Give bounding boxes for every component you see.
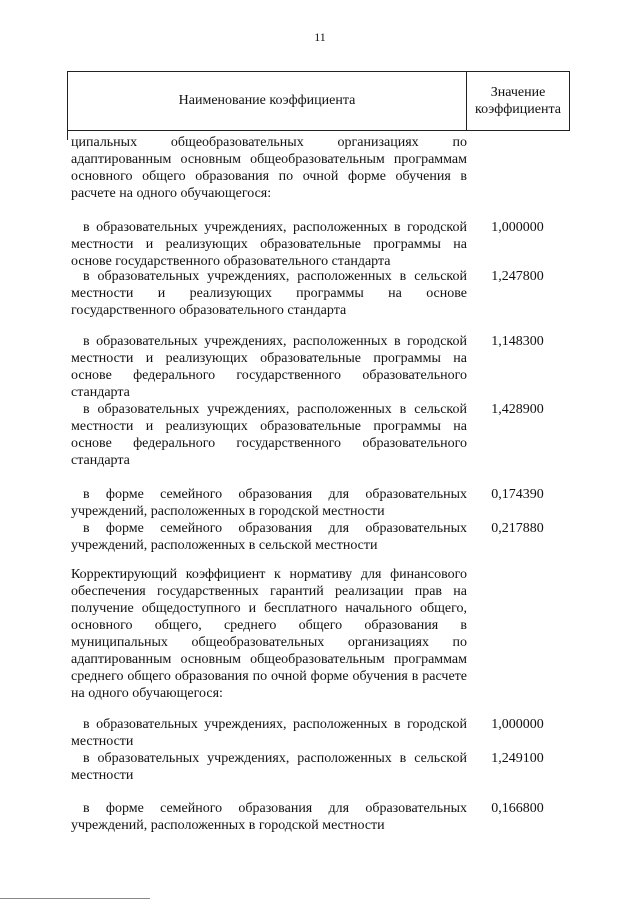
row-text: в образовательных учреждениях, расположенных в городской местности и реализующих образовательные программы на основе государственного образовательного стандарта <box>71 220 467 269</box>
column-header-value <box>467 72 569 130</box>
column-header-value-line1: Значение <box>490 85 546 100</box>
row-value: 0,174390 <box>491 487 544 502</box>
row-value: 1,000000 <box>491 717 544 732</box>
page-number: 11 <box>314 30 326 44</box>
intro-continuation: ципальных общеобразовательных организациях по адаптированным основным общеобразовательным программам основного общего образования по очной форме обучения в расчете на одного обучающегося: <box>71 135 467 201</box>
column-header-value-line2: коэффициента <box>475 102 561 117</box>
row-text: в образовательных учреждениях, расположенных в сельской местности и реализующих образовательные программы на основе федерального государственного образовательного стандарта <box>71 402 467 468</box>
scan-edge-line <box>0 898 150 899</box>
row-value: 1,428900 <box>491 402 544 417</box>
row-text: в образовательных учреждениях, расположенных в сельской местности и реализующих программы на основе государственного образовательного стандарта <box>71 269 467 318</box>
table-left-border <box>67 130 68 140</box>
row-value: 1,249100 <box>491 751 544 766</box>
row-value: 0,217880 <box>491 521 544 536</box>
row-text: в форме семейного образования для образовательных учреждений, расположенных в городской местности <box>71 801 467 833</box>
row-value: 1,247800 <box>491 269 544 284</box>
row-text: в форме семейного образования для образовательных учреждений, расположенных в городской местности <box>71 487 467 519</box>
row-value: 1,148300 <box>491 334 544 349</box>
row-text: в форме семейного образования для образовательных учреждений, расположенных в сельской местности <box>71 521 467 553</box>
section-title: Корректирующий коэффициент к нормативу для финансового обеспечения государственных гарантий реализации прав на получение общедоступного и бесплатного начального общего, основного общего, среднего общего образования в муниципальных общеобразовательных организациях по адаптированным основным общеобразовательным программам среднего общего образования по очной форме обучения в расчете на одного обучающегося: <box>71 567 467 701</box>
row-text: в образовательных учреждениях, расположенных в городской местности и реализующих образовательные программы на основе федерального государственного образовательного стандарта <box>71 334 467 400</box>
row-text: в образовательных учреждениях, расположенных в городской местности <box>71 717 467 749</box>
row-text: в образовательных учреждениях, расположенных в сельской местности <box>71 751 467 783</box>
table-header <box>67 71 570 131</box>
row-value: 1,000000 <box>491 220 544 235</box>
row-value: 0,166800 <box>491 801 544 816</box>
column-header-name: Наименование коэффициента <box>178 93 356 108</box>
